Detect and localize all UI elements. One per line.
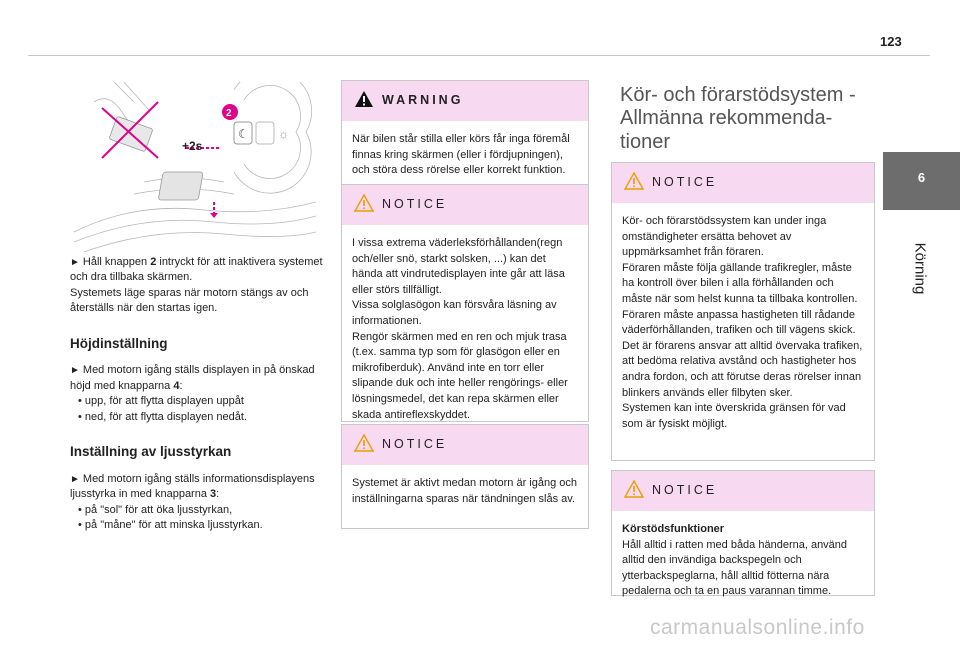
caution-icon [624, 480, 644, 498]
chapter-tab[interactable] [883, 152, 960, 210]
header-rule [28, 55, 930, 56]
notice-text: I vissa extrema väderleksförhållanden(regn och/eller snö, starkt solsken, ...) kan det hända att vindrutedisplayen inte går att läsa eller störs tillfälligt. Vissa solglasögon kan försvåra läsning av informationen. Rengör skärmen med en ren och mjuk trasa (t.ex. samma typ som för glasögon eller en mikrofiberduk). Använd inte en torr eller slipande duk och inte heller rengörings- eller lösningsmedel, det kan repa skärmen eller skada antireflexskyddet. [352, 237, 568, 421]
watermark: carmanualsonline.info [650, 616, 865, 639]
chapter-number: 6 [917, 170, 926, 185]
notice-header [342, 425, 588, 465]
notice-box [611, 162, 875, 461]
section-title: Kör- och förarstödsystem - Allmänna rekommenda-tioner [620, 84, 856, 153]
notice-title: NOTICE [382, 197, 448, 211]
notice-text: Håll alltid i ratten med båda händerna, använd alltid den invändiga backspegeln och ytterbackspeglarna, håll alltid fötterna nära pedalerna och ta en paus varannan timme. [622, 538, 848, 598]
chapter-label: Körning [911, 242, 929, 295]
arrow-icon: ► [70, 473, 80, 485]
warning-title: WARNING [382, 93, 464, 107]
warning-header [342, 81, 588, 121]
notice-box [341, 184, 589, 422]
caution-icon [354, 194, 374, 212]
svg-text:☾: ☾ [238, 127, 249, 141]
instructions-column [70, 255, 332, 533]
notice-subtitle: Körstödsfunktioner [622, 523, 725, 535]
button-badge: 2 [226, 108, 232, 119]
brightness-heading: Inställning av ljusstyrkan [70, 444, 232, 460]
notice-header [612, 163, 874, 203]
notice-header [612, 471, 874, 511]
brightness-paragraph: ► Med motorn igång ställs informationsdisplayens ljusstyrka in med knapparna 3: [70, 472, 315, 501]
brightness-list [70, 503, 332, 534]
caution-icon [354, 434, 374, 452]
notice-box [611, 470, 875, 596]
notice-text: Kör- och förarstödssystem kan under inga omständigheter ersätta behovet av uppmärksamhet från föraren. Föraren måste följa gällande trafikregler, måste ha kontroll över bilen i alla förhållanden och måste när som helst kunna ta tillbaka kontrollen. Föraren måste anpassa hastigheten till rådande väderförhållanden, trafiken och till vägens skick. Det är förarens ansvar att alltid övervaka trafiken, att bedöma relativa avstånd och hastigheter hos andra fordon, och att förutse deras rörelser innan blinkers används eller filbyten sker. Systemen kan inte överskrida gränsen för vad som är fysiskt möjligt. [622, 215, 863, 430]
list-item: • på "sol" för att öka ljusstyrkan, [78, 503, 332, 518]
notice-text: Systemet är aktivt medan motorn är igång och inställningarna sparas när tändningen slås av. [352, 477, 577, 505]
notice-box [341, 424, 589, 529]
arrow-icon: ► [70, 257, 80, 268]
height-list [70, 394, 332, 425]
display-illustration [74, 82, 316, 252]
warning-icon [354, 90, 374, 108]
notice-header [342, 185, 588, 225]
hold-duration-label: +2s [182, 139, 203, 153]
list-item: • upp, för att flytta displayen uppåt [78, 394, 332, 409]
notice-title: NOTICE [652, 175, 718, 189]
notice-body [612, 511, 874, 610]
notice-title: NOTICE [382, 437, 448, 451]
list-item: • ned, för att flytta displayen nedåt. [78, 410, 332, 425]
height-paragraph: ► Med motorn igång ställs displayen in på önskad höjd med knapparna 4: [70, 364, 315, 392]
intro-paragraph: ► Håll knappen 2 intryckt för att inaktivera systemet och dra tillbaka skärmen. [70, 256, 323, 284]
page-number: 123 [880, 34, 902, 49]
warning-text: När bilen står stilla eller körs får inga föremål finnas kring skärmen (eller i fördjupningen), och störa dess rörelse eller korrekt funktion. [352, 133, 570, 177]
svg-text:☼: ☼ [278, 127, 289, 141]
arrow-icon: ► [70, 365, 80, 377]
warning-box [341, 80, 589, 185]
intro-note: Systemets läge sparas när motorn stängs av och återställs när den startas igen. [70, 286, 309, 315]
notice-title: NOTICE [652, 483, 718, 497]
caution-icon [624, 172, 644, 190]
height-heading: Höjdinställning [70, 335, 168, 351]
list-item: • på "måne" för att minska ljusstyrkan. [78, 518, 332, 533]
